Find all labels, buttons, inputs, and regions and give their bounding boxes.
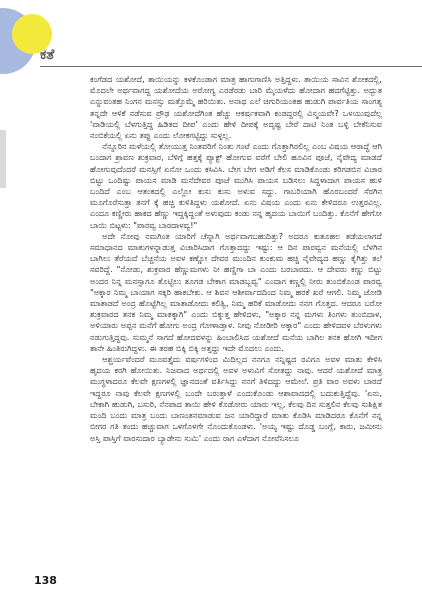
heading-rule	[40, 66, 422, 67]
paragraph: ನೆನ್ನೂರಿನ ಮಳೆಯಲ್ಲಿ ತೋಯುತ್ತ ನಿಂತವರಿಗೆ ನಿಂತು ಗಂಟೆ ಎಂದು ಗೊತ್ತಾಗಿರಲಿಲ್ಲ ಎಂಬ ವಿಷಯ ಆರಾದ್ಧೆ ಆಗಿ ಬಂದಾಗ ಶ್ರಾವಣ ಶುಕ್ರವಾರ, ಬೆಳಿಗ್ಗೆ ಹತ್ತಕ್ಕೆ ಪ್ಯಾಕ್ಟ್‌ ಹೋಗುವ ವರೆಗೆ ಬೇಲಿ ಹೂವಿನ ಪೂಜೆ, ನೈವೇದ್ಯ ಮಾಡದೆ ಹೋಗುವುದೆಂದರೆ ಮನಸ್ಸಿಗೆ ಏನೋ ಒಂದು ಕಸಿವಿಸಿ. ಬೇಗ ಬೇಗ ಅಡಿಗೆ ಕೆಲಸ ಮಾಡಿಕೊಂಡು ಕರಿಗಡಬಿನ ವಿಚಾರ ಬಿಟ್ಟು ಒಂದಿಷ್ಟು ಪಾಯಸ ಮಾಡಿ ಮನೆದೇವರ ಪೂಜೆ ಮುಗಿಸಿ ಪಾಯಸ ಬಡಿಸಲು ಸಿದ್ಧಳಾದಾಗ ಪಾಯಸ ಹುಳಿ ಬಂದಿದೆ ಎಂಬ ಆತಂಕದಲ್ಲಿ ಎಲ್ಲೋ ಕುಸು ಕುಸು ಅಳುವ ಸದ್ದು. ಗಾಬರಿಯಾಗಿ ಹೊರಬಂದರೆ ಸೆರಗಿನ ಮೂಗೊರೆಸುತ್ತಾ ತನಗೆ ಕ್ಕೆ ಹಚ್ಚಿ ಕುಳಿತಿದ್ದಳು ಯಶೋದೆ. ಏನು ವಿಷಯ ಎಂದು ಏನು ಕೇಳಿದರೂ ಉತ್ತರವಿಲ್ಲ. ಎಂದೂ ಕಣ್ಣೀರು ಹಾಕದ ಹೆಣ್ಣು ಇದ್ದಕ್ಕಿದ್ದಂತೆ ಅಳುವುದು ಕಂಡು ನನ್ನ ಹೃದಯ ಬಾಯಿಗೆ ಬಂದಿತ್ತು. ಕೊನೆಗೆ ಹೇಗೋ ಬಾಯಿ ಬಿಟ್ಟಳು: "ಪಾರವ್ವ ಬಾರದಾಳವ್ವ!"	[90, 141, 382, 230]
paragraph: ಆಶ್ಚರ್ಯವೆಂದರೆ ಮೂವತ್ತೈದು ವರ್ಷಗಳಿಂದ ಮಿದಿಲ್ಲದ ನನಗೂ ನನ್ನಿಷ್ಟದ ರವಿಗೂ ಅವಳ ಮಾತು ಕೇಳಿಸಿ ಹೃದಯ ಕರಗಿ ಹೋಯಿತು. ನಿಜವಾದ ಅರ್ಥದಲ್ಲಿ ಅವಳ ಅಳುವಿಗೆ ಸೋತದ್ದು ನಾವು. ಆದರೆ ಯಶೋದೆ ಮಾತ್ರ ಮುಗ್ಧಳಾದರೂ ಕೆಲವೇ ಕ್ಷಣಗಳಲ್ಲಿ ಜ್ಞಾನದಂತೆ ವರ್ತಿಸಿದ್ದು ನನಗೆ ತಿಳಿದದ್ದು ಆಮೇಲೆ. ಪ್ರತಿ ವಾರ ಅವಳು ಬಾರದೆ ಇದ್ದರೂ ನಾವು ಕೆಲವೇ ಕ್ಷಣಗಳಲ್ಲಿ ಬಂದೇ ಬರುತ್ತಾಳೆ ಎಂದುಕೊಂಡು ಆಶಾವಾದದಲ್ಲಿ ಬದುಕುತ್ತಿದ್ದೆವು. 'ಏನು, ಬೇಕಾಗಿ ಹುಡುಗಿ, ಬಸುರಿ, ನೆನಪಾದ ತಾಯಿ ಹೇಳಿ ಕೊಡೋರು ಯಾರು ಇಲ್ಲ, ಕೆಲವು ದಿನ ಸುತ್ತಲಿನ ಕೆಲವು ಸುಶಿಕ್ಷಿತ ಮಂದಿ ಬಂದು ಮಾತ್ರ ಬಂದು ಬಾಣಂತನಮಾಡುವ ಜನ ಯಾರಿದ್ದಾರೆ ಮಾತು ಕೊಡಿಸಿ ಮಾಡಿದರೂ ಕೊನೆಗೆ ನನ್ನ ಬೀಗರ ಗತಿ ತಂದು ಹಚ್ಚುವಾಗ ಒಳಗೊಳಗೇ ನೊಂದುಕೊಂಡಳು. 'ಅಯ್ಯ ಇಷ್ಟು ದೊಡ್ಡ ಬಂಗ್ಲೆ, ಕಾರು, ಜಮೀನು ಅಸ್ತಿ ಪಾಸ್ತಿಗೆ ವಾರಸುದಾರ ಬ್ಯಾಡೇನು ಸುಮಿ' ಎಂದು ರಾಗ ಎಳೆದಾಗ ನೋವೆನಿಸಲೂ	[90, 354, 382, 443]
section-heading: ಕತೆ	[40, 47, 55, 63]
paragraph: ಕಂಗೆಡದ ಯಶೋದೆ, ತಾಯಿಯನ್ನು ಕಳಕೊಂಡಾಗ ಮಾತ್ರ ಹಾಗುಗಾಣಿಸಿ ಅತ್ತಿದ್ದಳು. ತಾಯಿಯ ಸಾವಿನ ಶೋಕದಲ್ಲಿ, ಮೊದಲೇ ಅರ್ಥವಾಗದ್ದ ಯಶೋದೆಯ ಅರೋಗ್ಯ ಎರಡೆರಡು ಬಾರಿ ಮೈಯಳೆದು ಹೋದಾಗ ಹದಗೆಟ್ಟಿತ್ತು. ಅದ್ಭುತ ಎನ್ನುವಂತಹ ನಿಂಗನ ಮನಸ್ಸು ಮತ್ತೊಮ್ಮೆ ಹರಿಯಿತು. ಅನಾಥ ಎಲೆ ಚಿಗುರಿಯಂತಹ ಹುಡುಗಿ ಪಾರ್ವತಿಯ ಸಾಂಗತ್ಯ ತನ್ನದೇ ಆಳಿಕೆ ನಡೆಸುವ ಪ್ರೌಢ ಯಶೋದೆಗಿಂತ ಹೆಚ್ಚು ಆಕರ್ಷಕವಾಗಿ ಕಂಡದ್ದರಲ್ಲಿ ವಿಸ್ಮಯವೇ? ಒಳಯುವುದೆಲ್ಲ 'ವಾಡಿಯಲ್ಲಿ ಬೆಳಗುತ್ತಿದ್ದ ಹಿಡಿತದ ದೀಪ' ಎಂದು ಹೇಳಿ ದೀಪಕ್ಕೆ ಅದೃಷ್ಟ ಬೇರೆ ದಾಟಿ ನಿಂತ ಬಳ್ಳಿ ಬೇಕೆನಿಸುವ ನಂಬಿಕೆಯಲ್ಲಿ ಏನು ತಪ್ಪು ಎಂದು ಲೋಕಗಟ್ಟಿದ್ದು ಸುಳ್ಳಲ್ಲ.	[90, 74, 382, 141]
margin-bar	[0, 130, 6, 188]
paragraph: ಅದೇ ನೋವು ನಮಗಿಂತ ಯಾರಿಗೆ ಚೆನ್ನಾಗಿ ಅರ್ಥವಾಗಬಹುದಿತ್ತು? ಅದರೂ ಕುತೂಹಲ ತಡೆಯಲಾಗದೆ ಸಮಾಧಾನದ ಮಾತುಗಳನ್ನಾಡುತ್ತ ವಿಚಾರಿಸಿದಾಗ ಗೊತ್ತಾದದ್ದು ಇಷ್ಟು: ಆ ದಿನ ಪಾರವ್ವನ ಮನೆಯಲ್ಲಿ ಬೆಳಗಿನ ಬಾಗಿಲು ತೆರೆಯದೆ ಬೆಚ್ಚನೆಯ ಅವಳ ಕಣ್ಣೋ ದೇವರ ಮುಂದಿನ ಕುಂಕುಮ ಹಚ್ಚಿ ನೈವೇದ್ಯದ ಹಣ್ಣು ಕೈಗಿತ್ತು ತಲೆ ಸವರಿದ್ದೆ. "ನೋಡು, ಶುಕ್ರವಾರ ಹೆಣ್ಣುಮಗಳು ನೀ ಹಣ್ಣಿಗಾ ಬಾ ಎಂದು ಬರಬಾರದು. ಆ ದೇವರು ಕಣ್ಣು ಬಿಟ್ಟು ಅಂದರ ನಿನ್ನ ಮನಸ್ಸಾಗೂ ತೊಟ್ಟಿಲು ತೂಗಡ ಬೇಕಾಗ ಮಾಡಬ್ಬವ್ವ" ಎಂದಾಗ ಕಣ್ಣಲ್ಲಿ ನೀರು ತುಂಬಿಕೊಂಡ ಪಾರವ್ವ "ಅಕ್ಕಾರ ನಿಮ್ಮ ಬಾಯಾಗ ಸಕ್ಕರಿ ಹಾಕಬೇಕು. ಆ ಶಿವನ ಆಶೀರ್ವಾದದಿಂದ ನಿಮ್ಮ ಹರಕೆ ಖರೆ ಆಗಲಿ. ನಿಮ್ಮ ಜೋಡಿ ಮಾತಾಡದೆ ಅಂದ್ರ ಹೊಟ್ಟೆಗಿಲ್ಲ ಮಾತಾಡೋದು ಕಲಿತ್ವಿ, ನಿಮ್ಮ ಹರಿಕೆ ಮಾಡೋದು ನನಗ ಗೊತ್ತದ. ಆದರೂ ಬರೋ ಶುಕ್ರವಾರದ ತನಕ ನಿಮ್ಮ ಮಾತಕ್ಕಾಗಿ" ಎಂದು ಬಿಕ್ಕುತ್ತ ಹೇಳಿದಳು, "ಅಕ್ಕಾರ ನನ್ನ ಮಗಳು ತಿಂಗಳು ತುಂಬಿದಾಳ, ಅಳಿಯಾರು ಅಪ್ಪನ ಮನೆಗೆ ಹೋಗು ಅಂದ್ರ ಗೋಳಾಡ್ತಾಳ. ನೀವು ನೋಡೀರಿ ಅಕ್ಕಾರ" ಎಂದು ಹೇಳಿದವಳ ಬೆರಳುಗಳು ನಡುಗುತ್ತಿದ್ದವು. ಸುಮ್ಮನೆ ಸಾಗದೆ ಹೋದವಳನ್ನು ಹಿಂಬಾಲಿಸಿದ ಯಶೋದೆ ಮನೆಯ ಬಾಗಿಲ ತನಕ ಹೋಗಿ ಇದೀಗ ತಾನೇ ಹಿಂತಿರುಗಿದ್ದಳು. ಈ ತರಹ ಬಿಕ್ಕಿ ಬಿಕ್ಕಿ ಅತ್ತದ್ದು ಇದೇ ಮೊದಲು ಎಂದು.	[90, 230, 382, 353]
page-number: 138	[34, 574, 57, 587]
story-text	[90, 74, 382, 444]
